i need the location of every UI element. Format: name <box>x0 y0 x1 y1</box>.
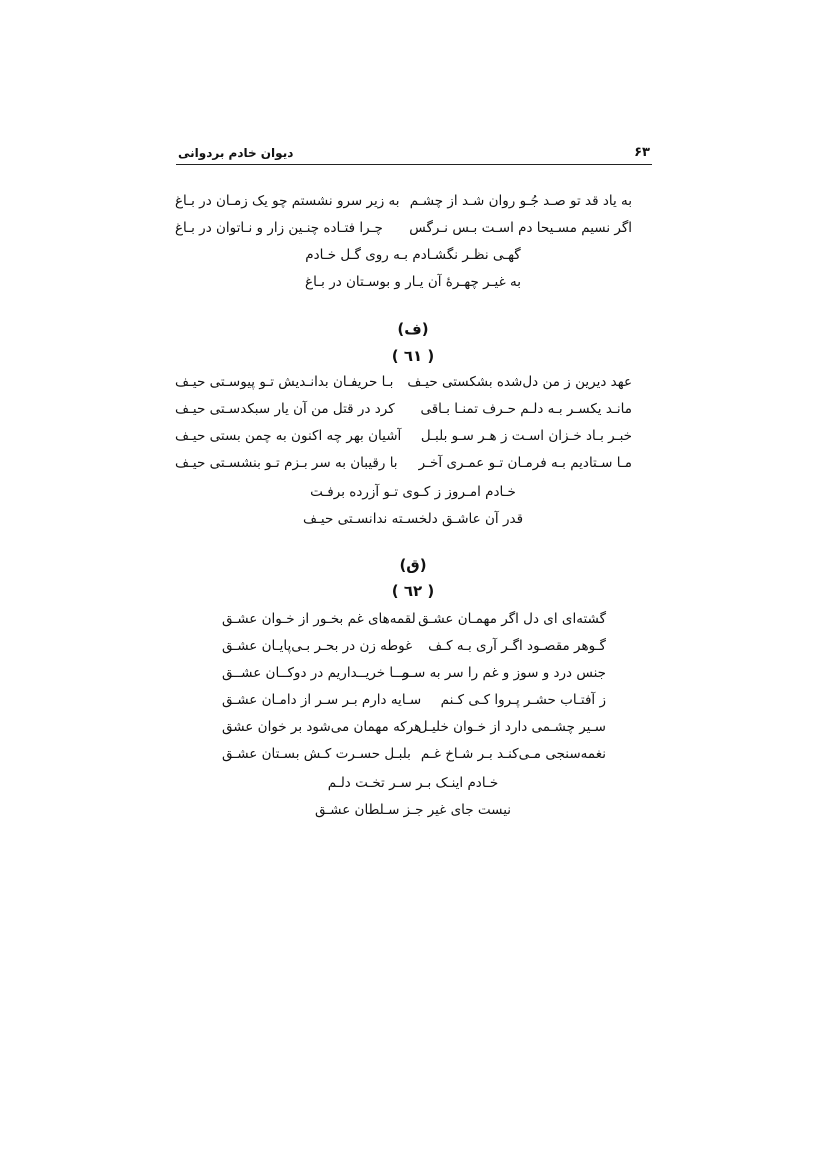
hemistich-first: اگر نسیم مسـیحا دم اسـت بـس نـرگس <box>409 220 632 236</box>
closing-couplet <box>0 484 826 538</box>
hemistich-first: خبـر بـاد خـزان اسـت ز هـر سـو بلبـل <box>420 428 632 444</box>
hemistich-second: بلبـل حسـرت کـش بسـتان عشـق <box>222 746 411 762</box>
section-letter: (ف) <box>397 320 429 338</box>
couplet-line: خـادم اینـک بـر سـر تخـت دلـم <box>327 775 499 791</box>
hemistich-first: مـا سـتادیم بـه فرمـان تـو عمـری آخـر <box>418 455 632 471</box>
verse-row <box>222 692 606 714</box>
page-number: ۶۳ <box>634 145 650 160</box>
hemistich-first: ز آفتـاب حشـر پـروا کـی کـنم <box>440 692 606 708</box>
hemistich-second: مــا خریــداریم در دوکــان عشــق <box>222 665 409 681</box>
closing-couplet <box>0 775 826 829</box>
verse-row <box>175 374 632 396</box>
hemistich-second: غوطه زن در بحـر بـی‌پایـان عشـق <box>222 638 413 654</box>
couplet-line: به غیـر چهـرهٔ آن یـار و بوسـتان در بـاغ <box>305 274 521 290</box>
hemistich-second: کرد در قتل من آن یار سبکدسـتی حیـف <box>175 401 395 417</box>
verse-row <box>175 401 632 423</box>
hemistich-first: جنس درد و سوز و غم را سر به سـر <box>402 665 606 681</box>
hemistich-second: به زیر سرو نشستم چو یک زمـان در بـاغ <box>175 193 400 209</box>
hemistich-first: سـیر چشـمی دارد از خـوان خلیـل <box>417 719 606 735</box>
hemistich-first: به یاد قد تو صـد جُـو روان شـد از چشـم <box>409 193 632 209</box>
poem-number: ( ٦٢ ) <box>391 582 435 600</box>
couplet-line: قدر آن عاشـق دلخسـته ندانسـتی حیـف <box>302 511 524 527</box>
hemistich-second: سـایه دارم بـر سـر از دامـان عشـق <box>222 692 422 708</box>
hemistich-second: با رقیبان به سر بـزم تـو بنشسـتی حیـف <box>175 455 398 471</box>
couplet-line: نیست جای غیر جـز سـلطان عشـق <box>314 802 512 818</box>
verse-row <box>175 455 632 477</box>
verse-row <box>222 611 606 633</box>
hemistich-second: بـا حریفـان بدانـدیش تـو پیوسـتی حیـف <box>175 374 394 390</box>
hemistich-first: عهد دیرین ز من دل‌شده بشکستی حیـف <box>407 374 632 390</box>
verse-row <box>222 719 606 741</box>
verse-row <box>222 665 606 687</box>
hemistich-second: آشیان بهر چه اکنون به چمن بستی حیـف <box>175 428 402 444</box>
hemistich-first: مانـد یکسـر بـه دلـم حـرف تمنـا بـاقی <box>420 401 632 417</box>
hemistich-second: چـرا فتـاده چنـین زار و نـاتوان در بـاغ <box>175 220 383 236</box>
poem-number: ( ٦١ ) <box>391 347 435 365</box>
couplet-line: گهـی نظـر نگشـادم بـه روی گـل خـادم <box>305 247 521 263</box>
couplet-line: خـادم امـروز ز کـوی تـو آزرده برفـت <box>310 484 516 500</box>
hemistich-second: هرکه مهمان می‌شود بر خوان عشق <box>222 719 422 735</box>
verse-row <box>222 638 606 660</box>
closing-couplet <box>0 247 826 301</box>
section-letter: (ق) <box>399 556 427 574</box>
hemistich-first: گـوهر مقصـود اگـر آری بـه کـف <box>428 638 606 654</box>
hemistich-first: نغمه‌سنجی مـی‌کنـد بـر شـاخ غـم <box>420 746 606 762</box>
verse-row <box>175 193 632 215</box>
verse-row <box>222 746 606 768</box>
hemistich-second: لقمه‌های غم بخـور از خـوان عشـق <box>222 611 416 627</box>
running-header <box>176 142 652 165</box>
verse-row <box>175 428 632 450</box>
hemistich-first: گشته‌ای ای دل اگر مهمـان عشـق <box>418 611 606 627</box>
book-title: دیوان خادم بردوانی <box>178 146 294 160</box>
verse-row <box>175 220 632 242</box>
